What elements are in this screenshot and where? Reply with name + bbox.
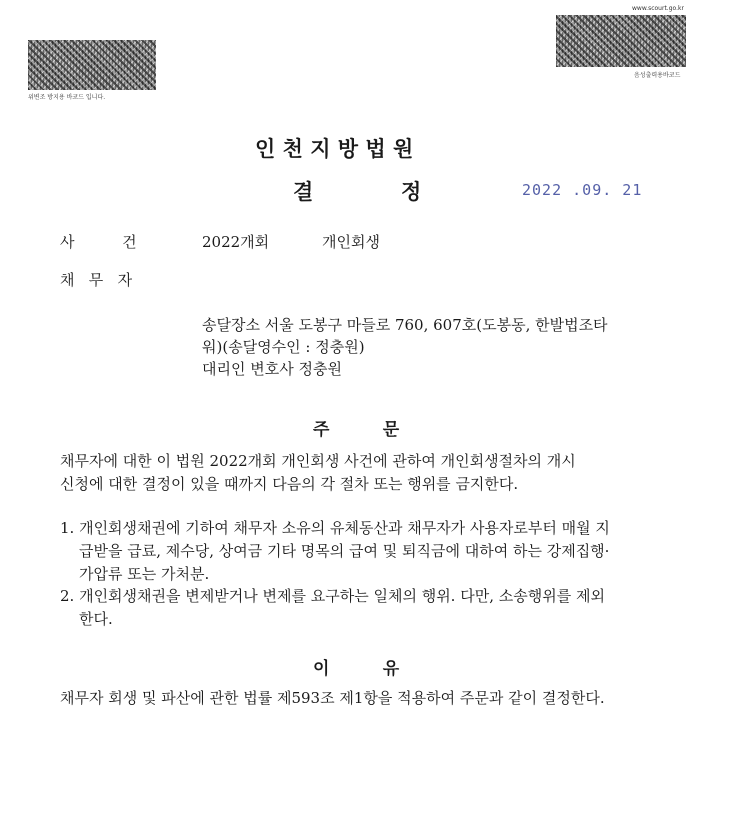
order-intro-line-2: 신청에 대한 결정이 있을 때까지 다음의 각 절차 또는 행위를 금지한다. [60, 475, 519, 493]
document-title: 결 정 [293, 179, 422, 204]
order-intro-line-1: 채무자에 대한 이 법원 2022개회 개인회생 사건에 관하여 개인회생절차의 개시 [60, 452, 576, 470]
debtor-address-line-1: 송달장소 서울 도봉구 마들로 760, 607호(도봉동, 한발법조타 [202, 316, 608, 334]
order-item-1-line-1: 1. 개인회생채권에 기하여 채무자 소유의 유체동산과 채무자가 사용자로부터 매월 지 [60, 519, 610, 537]
reason-text: 채무자 회생 및 파산에 관한 법률 제593조 제1항을 적용하여 주문과 같이 결정한다. [60, 689, 605, 707]
case-number: 2022개회 [202, 233, 270, 251]
debtor-address-line-2: 워)(송달영수인 : 정충원) [202, 338, 365, 356]
anti-forgery-barcode [28, 40, 156, 90]
site-url: www.scourt.go.kr [632, 5, 684, 12]
case-name: 개인회생 [322, 233, 380, 251]
debtor-label: 채 무 자 [60, 271, 133, 289]
debtor-agent: 대리인 변호사 정충원 [202, 360, 342, 378]
order-heading: 주 문 [313, 420, 400, 440]
order-item-2-line-2: 한다. [79, 610, 113, 628]
audio-output-barcode-caption: 음성출력용바코드 [634, 72, 681, 79]
date-stamp: 2022 .09. 21 [522, 181, 643, 199]
case-label: 사 건 [60, 233, 137, 251]
court-name: 인 천 지 방 법 원 [255, 136, 414, 161]
reason-heading: 이 유 [313, 659, 400, 679]
anti-forgery-barcode-caption: 위변조 방지용 바코드 입니다. [28, 94, 106, 101]
order-item-1-line-2: 급받을 급료, 제수당, 상여금 기타 명목의 급여 및 퇴직금에 대하여 하는 강제집행· [79, 542, 610, 560]
order-item-2-line-1: 2. 개인회생채권을 변제받거나 변제를 요구하는 일체의 행위. 다만, 소송행위를 제외 [60, 587, 605, 605]
order-item-1-line-3: 가압류 또는 가처분. [79, 565, 210, 583]
audio-output-barcode [556, 15, 686, 67]
